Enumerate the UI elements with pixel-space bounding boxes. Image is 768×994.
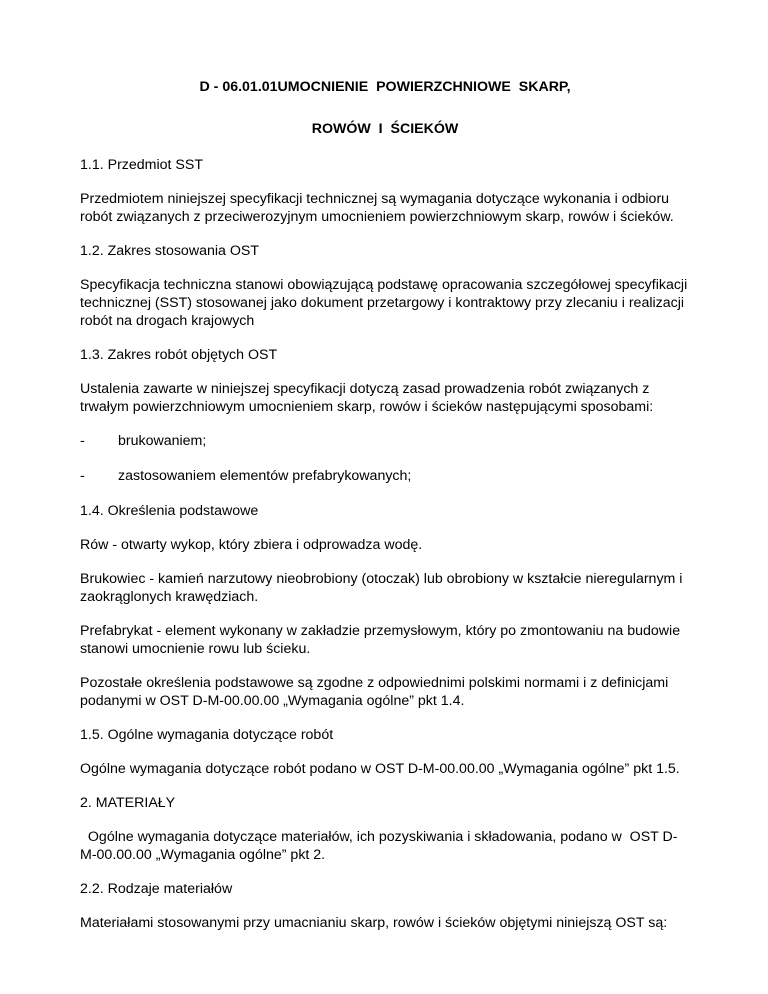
section-1-5-heading: 1.5. Ogólne wymagania dotyczące robót (80, 727, 334, 743)
section-1-2-text: Specyfikacja techniczna stanowi obowiązującą podstawę opracowania szczegółowej specyfikacji technicznej (SST) stosowanej jako dokument przetargowy i kontraktowy przy zlecaniu i realizacji robót na drogach krajowych (80, 277, 688, 329)
list-dash: - (80, 433, 85, 449)
section-2-text: Ogólne wymagania dotyczące materiałów, ich pozyskiwania i składowania, podano w OST D-M-00.00.00 „Wymagania ogólne” pkt 2. (80, 829, 678, 863)
list-item (80, 432, 690, 450)
definition-other: Pozostałe określenia podstawowe są zgodne z odpowiednimi polskimi normami i z definicjami podanymi w OST D-M-00.00.00 „Wymagania ogólne” pkt 1.4. (80, 675, 669, 709)
list-dash: - (80, 468, 85, 484)
list-item (80, 467, 690, 485)
document-title-line-1: D - 06.01.01UMOCNIENIE POWIERZCHNIOWE SKARP, (199, 79, 571, 95)
section-1-1-heading: 1.1. Przedmiot SST (80, 157, 204, 173)
section-2-2-heading: 2.2. Rodzaje materiałów (80, 881, 233, 897)
list-item-text: zastosowaniem elementów prefabrykowanych; (118, 468, 412, 484)
definition-brukowiec: Brukowiec - kamień narzutowy nieobrobiony (otoczak) lub obrobiony w kształcie nieregularnym i zaokrąglonych krawędziach. (80, 571, 683, 605)
document-page (80, 78, 690, 948)
section-1-5-text: Ogólne wymagania dotyczące robót podano w OST D-M-00.00.00 „Wymagania ogólne” pkt 1.5. (80, 761, 680, 777)
definition-prefabrykat: Prefabrykat - element wykonany w zakładzie przemysłowym, który po zmontowaniu na budowie stanowi umocnienie rowu lub ścieku. (80, 623, 681, 657)
definition-row: Rów - otwarty wykop, który zbiera i odprowadza wodę. (80, 537, 423, 553)
section-2-heading: 2. MATERIAŁY (80, 795, 176, 811)
list-item-text: brukowaniem; (118, 433, 207, 449)
section-1-3-text: Ustalenia zawarte w niniejszej specyfikacji dotyczą zasad prowadzenia robót związanych z trwałym powierzchniowym umocnieniem skarp, rowów i ścieków następującymi sposobami: (80, 381, 654, 415)
document-title-line-2: ROWÓW I ŚCIEKÓW (311, 121, 459, 137)
section-2-2-text: Materiałami stosowanymi przy umacnianiu skarp, rowów i ścieków objętymi niniejszą OST są: (80, 915, 668, 931)
section-1-3-heading: 1.3. Zakres robót objętych OST (80, 347, 278, 363)
section-1-4-heading: 1.4. Określenia podstawowe (80, 503, 259, 519)
section-1-2-heading: 1.2. Zakres stosowania OST (80, 243, 259, 259)
section-1-1-text: Przedmiotem niniejszej specyfikacji technicznej są wymagania dotyczące wykonania i odbioru robót związanych z przeciwerozyjnym umocnieniem powierzchniowym skarp, rowów i ścieków. (80, 191, 674, 225)
